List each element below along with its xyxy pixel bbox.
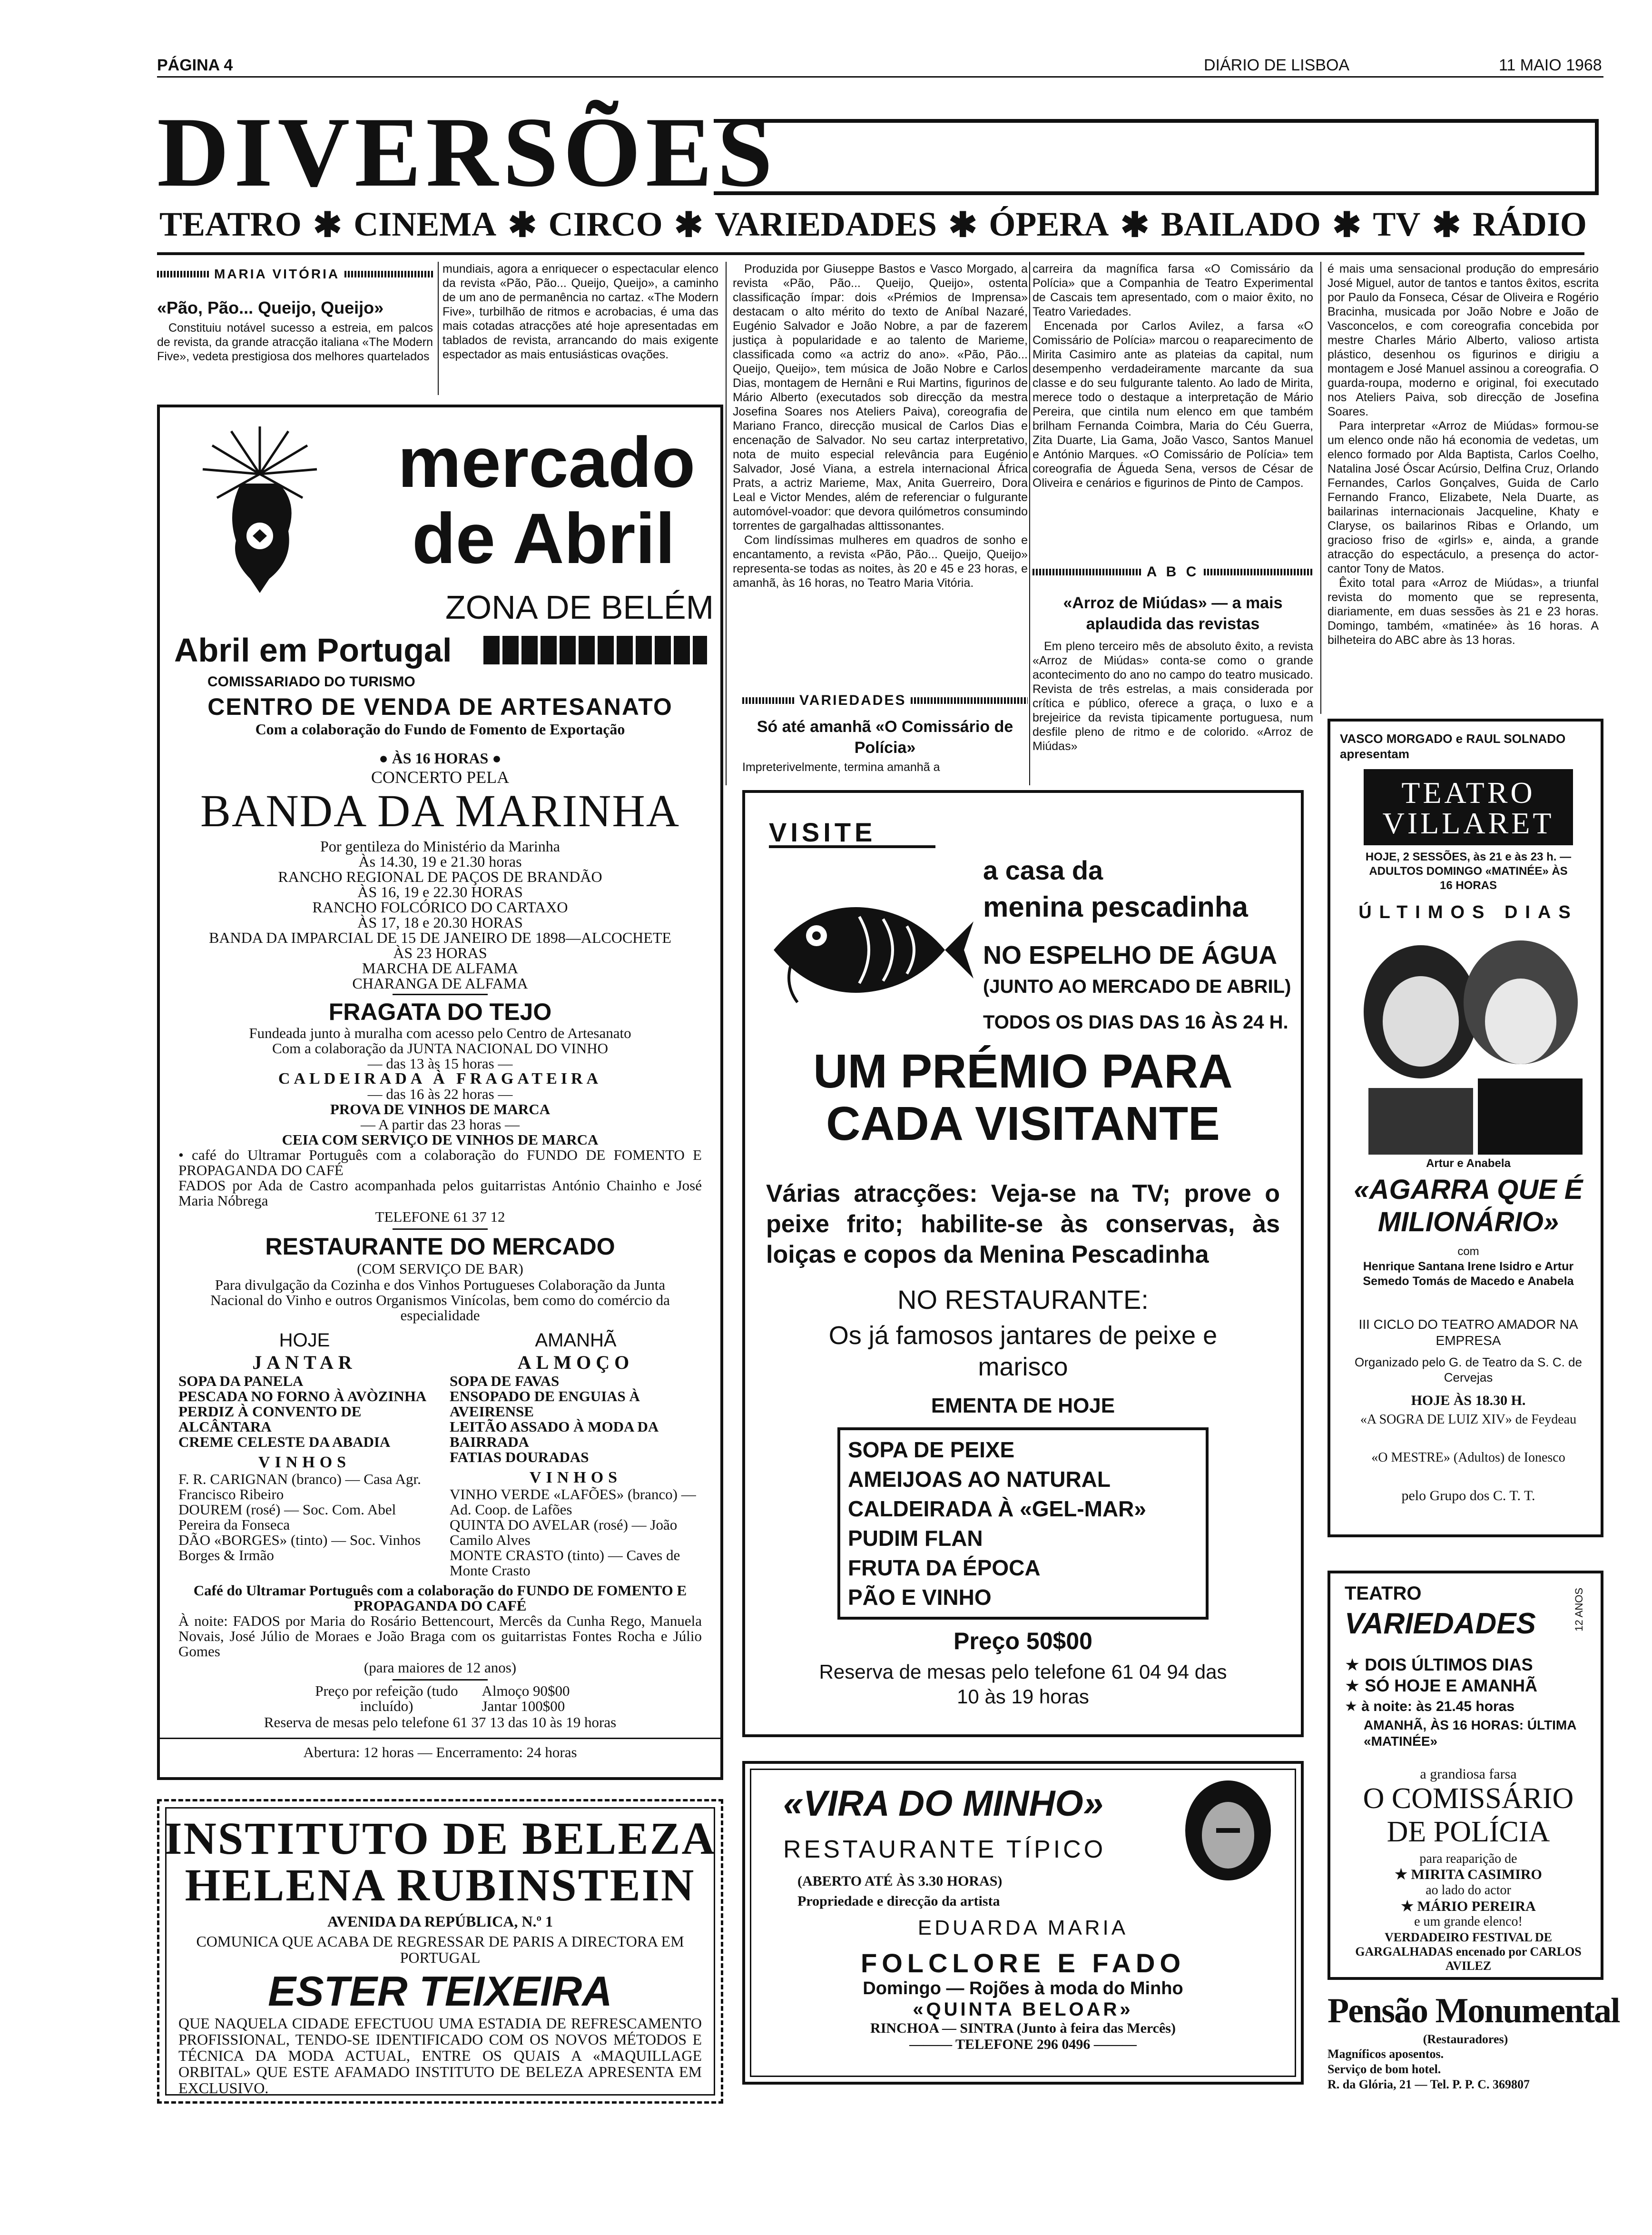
elenco: Henrique Santana Irene Isidro e Artur Semedo Tomás de Macedo e Anabela (1363, 1260, 1574, 1288)
ciclo: III CICLO DO TEATRO AMADOR NA EMPRESA (1358, 1317, 1578, 1348)
ad-body (745, 1916, 1301, 2053)
menu-box (837, 1427, 1209, 1620)
reaparicao: para reaparição de (1419, 1851, 1517, 1866)
headline: «Pão, Pão... Queijo, Queijo» (157, 298, 384, 317)
programa-item: BANDA DA IMPARCIAL DE 15 DE JANEIRO DE 1898—ALCOCHETE (209, 929, 671, 946)
kicker: MARIA VITÓRIA (214, 267, 340, 281)
abertura: Abertura: 12 horas — Encerramento: 24 horas (303, 1744, 577, 1760)
artist-photo-icon (1173, 1778, 1283, 1883)
divider (393, 1228, 488, 1230)
domingo: Domingo — Rojões à moda do Minho (863, 1978, 1183, 1998)
column-rule (438, 262, 439, 395)
titulo-peca: «AGARRA QUE É MILIONÁRIO» (1354, 1174, 1583, 1237)
variedades-item: AMANHÃ, ÀS 16 HORAS: ÚLTIMA «MATINÉE» (1364, 1718, 1576, 1749)
article-variedades (742, 692, 1028, 774)
telefone-text: TELEFONE 296 0496 (955, 2037, 1091, 2052)
reserva: Reserva de mesas pelo telefone 61 04 94 das 10 às 19 horas (819, 1661, 1227, 1708)
body-text: Constituiu notável sucesso a estreia, em palcos de revista, da grande atracção italiana «The Modern Five», vedeta prestigiosa dos melhores quartelados (157, 321, 433, 363)
wine: F. R. CARIGNAN (branco) — Casa Agr. Francisco Ribeiro (178, 1471, 421, 1503)
cafe-ultramar: • café do Ultramar Português com a colaboração do FUNDO DE FOMENTO E PROPAGANDA DO CAFÉ (178, 1147, 702, 1178)
local: RINCHOA — SINTRA (Junto à feira das Mercês) (870, 2020, 1176, 2036)
bullet: ✱ (948, 206, 977, 244)
kicker-rule (911, 697, 1028, 704)
sogra: «A SOGRA DE LUIZ XIV» de Feydeau (1360, 1412, 1577, 1427)
horario: TODOS OS DIAS DAS 16 ÀS 24 H. (983, 1012, 1288, 1033)
ester-teixeira: ESTER TEIXEIRA (268, 1968, 612, 2015)
menu-hoje (178, 1330, 431, 1578)
dish: SOPA DA PANELA (178, 1373, 304, 1389)
menu-item: CALDEIRADA À «GEL-MAR» (848, 1496, 1146, 1521)
no-restaurante: NO RESTAURANTE: (897, 1285, 1149, 1315)
casa-da: a casa da (983, 855, 1103, 885)
header-rule (157, 76, 1603, 78)
mestre: «O MESTRE» (Adultos) de Ionesco (1371, 1450, 1565, 1465)
programa-item: ÀS 16, 19 e 22.30 HORAS (357, 883, 523, 900)
telefone: TELEFONE 61 37 12 (375, 1208, 505, 1225)
pensao-l3: R. da Glória, 21 — Tel. P. P. C. 369807 (1328, 2077, 1530, 2091)
vira-titulo: «VIRA DO MINHO» (783, 1783, 1103, 1824)
column-rule (1029, 262, 1030, 785)
pensao-l2: Serviço de bom hotel. (1328, 2062, 1441, 2076)
programa-item: ÀS 23 HORAS (393, 944, 487, 961)
programa-item: RANCHO FOLCÓRICO DO CARTAXO (312, 899, 568, 916)
menus (178, 1330, 702, 1578)
concerto: CONCERTO PELA (371, 768, 510, 787)
wine-list (450, 1487, 702, 1578)
dish: PERDIZ À CONVENTO DE ALCÂNTARA (178, 1403, 362, 1435)
farsa: a grandiosa farsa (1420, 1766, 1517, 1782)
menu-amanha (450, 1330, 702, 1578)
pensao-sub: (Restauradores) (1423, 2032, 1508, 2046)
preco-valores (482, 1683, 570, 1714)
menu-list (848, 1435, 1198, 1612)
mario-nome: MÁRIO PEREIRA (1417, 1899, 1536, 1914)
wine-list (178, 1472, 431, 1563)
kicker-rule (344, 271, 433, 277)
autor: Artur e Anabela (1426, 1157, 1511, 1170)
section-tv: TV (1373, 205, 1421, 243)
menu-day: HOJE (279, 1330, 330, 1351)
programa-item: Às 14.30, 19 e 21.30 horas (358, 853, 522, 870)
headline: «Arroz de Miúdas» — a mais aplaudida das revistas (1063, 594, 1283, 633)
wine: DÃO «BORGES» (tinto) — Soc. Vinhos Borges & Irmão (178, 1532, 421, 1563)
hora-concerto: ● ÀS 16 HORAS ● (379, 750, 502, 767)
ad-vira-do-minho (742, 1761, 1304, 2085)
rooster-logo-icon (188, 417, 331, 598)
fragata-item: — das 16 às 22 horas — (367, 1086, 513, 1102)
ad-mercado-de-abril (157, 405, 723, 1780)
variedades-text: SÓ HOJE E AMANHÃ (1365, 1676, 1537, 1695)
dish-list (178, 1374, 431, 1450)
visite-underline (769, 845, 935, 848)
dish: CREME CELESTE DA ABADIA (178, 1434, 391, 1450)
ementa: EMENTA DE HOJE (931, 1394, 1115, 1417)
preco-label: Preço por refeição (tudo incluído) (315, 1682, 458, 1714)
sessoes: HOJE, 2 SESSÕES, às 21 e às 23 h. — ADULTOS DOMINGO «MATINÉE» ÀS 16 HORAS (1365, 850, 1572, 892)
fados: FADOS por Ada de Castro acompanhada pelos guitarristas António Chainho e José Maria Nóbrega (178, 1177, 702, 1209)
logo-line1: TEATRO (1401, 776, 1535, 810)
idade: 12 ANOS (1573, 1588, 1585, 1632)
producao: VASCO MORGADO e RAUL SOLNADO apresentam (1340, 732, 1566, 761)
article-maria-vitoria-col2: mundiais, agora a enriquecer o espectacular elenco da revista «Pão, Pão... Queijo, Queijo», a caminho de um ano de permanência no cartaz. «The Modern Five», turbilhão de ritmos e acrobacias, é uma das mais cotadas atracções até hoje apresentadas em tablados de revista, arrancando do mais exigente espectador as mais entusiásticas ovações. (442, 262, 718, 361)
fragata-item: Fundeada junto à muralha com acesso pelo Centro de Artesanato (249, 1025, 631, 1041)
visite: VISITE (769, 817, 876, 847)
variedades-item: ★ à noite: às 21.45 horas (1345, 1699, 1515, 1714)
bullet: ✱ (508, 206, 537, 244)
kicker-rule (1204, 569, 1313, 575)
dish: FATIAS DOURADAS (450, 1449, 589, 1465)
masthead-rule (157, 252, 1584, 255)
dish-list (450, 1374, 702, 1465)
ad-title-mercado: mercado (398, 422, 696, 502)
fragata-item: Com a colaboração da JUNTA NACIONAL DO VINHO (272, 1040, 609, 1057)
fragata-item: CALDEIRADA À FRAGATEIRA (278, 1070, 602, 1088)
variedades-item: ★ SÓ HOJE E AMANHÃ (1345, 1676, 1537, 1695)
bullet: ✱ (1432, 206, 1461, 244)
programa-item: Por gentileza do Ministério da Marinha (320, 838, 560, 855)
variedades-text: DOIS ÚLTIMOS DIAS (1365, 1655, 1533, 1674)
villaret-logo (1364, 769, 1573, 845)
preco-jantar: Jantar 100$00 (482, 1698, 565, 1714)
menu-meal: JANTAR (252, 1352, 357, 1373)
programa-item: CHARANGA DE ALFAMA (352, 975, 528, 992)
artista: EDUARDA MARIA (917, 1916, 1129, 1939)
helena-rubinstein: HELENA RUBINSTEIN (185, 1859, 696, 1910)
espelho-de-agua: NO ESPELHO DE ÁGUA (983, 941, 1278, 969)
dish: PESCADA NO FORNO À AVÒZINHA (178, 1388, 427, 1404)
divider (393, 994, 488, 995)
fragata-item: — A partir das 23 horas — (360, 1116, 520, 1133)
zona: ZONA DE BELÉM (445, 589, 714, 626)
bullet: ✱ (674, 206, 703, 244)
divider (393, 1679, 488, 1681)
article-abc-continued: é mais uma sensacional produção do empresário José Miguel, autor de tantos e tantos êxitos, escrita por Paulo da Fonseca, César de Oliveira e Rogério Bracinha, musicada por João Nobre e João de Vasconcelos, e com coreografia concebida por mestre Charles Mário Alberto, valioso artista plástico, desenhou os figurinos e dirigiu a montagem e José Manuel assinou a coreografia. O guarda-roupa, moderno e original, foi executado nos Ateliers Paiva, sob direcção de Josefina Soares. Para interpretar «Arroz de Miúdas» formou-se um elenco onde não há economia de vedetas, um elenco formado por Alda Baptista, Carlos Coelho, Natalina José Óscar Acúrsio, Delfina Cruz, Orlando Fernandes, Carlos Gonçalves, Guida de Carlo Fernando Franco, Elizabete, Nela Duarte, as bailarinas internacionais Jacqueline, Khaty e Claryse, os bailarinos Ribas e Orlando, um gracioso friso de «girls» e, ainda, a grande atracção do espectáculo, a presença do actor-cantor Tony de Matos. Êxito total para «Arroz de Miúdas», a triunfal revista do momento que se representa, diariamente, em duas sessões às 21 e 23 horas. Domingo, também, «matinée» às 16 horas. A bilheteira do ABC abre às 13 horas. (1328, 262, 1599, 647)
issue-date: 11 MAIO 1968 (1499, 56, 1602, 74)
kicker: VARIEDADES (799, 692, 906, 708)
teatro-nome: VARIEDADES (1345, 1607, 1536, 1640)
texto: QUE NAQUELA CIDADE EFECTUOU UMA ESTADIA DE REFRESCAMENTO PROFISSIONAL, TENDO-SE IDENTIFICADO COM OS NOVOS MÉTODOS E TÉCNICA DA MODA ACTUAL, ENTRE OS QUAIS A «MAQUILLAGE ORBITAL» QUE ESTE AFAMADO INSTITUTO DE BELEZA APRESENTA EM EXCLUSIVO. (178, 2015, 702, 2097)
programa-item: MARCHA DE ALFAMA (362, 959, 519, 977)
hoje-hora: HOJE ÀS 18.30 H. (1411, 1393, 1526, 1408)
com: com (1457, 1245, 1479, 1258)
premio-line2: CADA VISITANTE (826, 1097, 1220, 1150)
section-circo: CIRCO (548, 205, 663, 243)
masthead-sections (159, 205, 1587, 245)
ad-body (164, 1813, 716, 2097)
lado: ao lado do actor (1426, 1883, 1511, 1898)
decorative-pattern (483, 636, 707, 664)
precos (310, 1683, 570, 1714)
folclore-fado: FOLCLORE E FADO (861, 1948, 1185, 1978)
pensao-l1: Magníficos aposentos. (1328, 2047, 1444, 2061)
article-maria-vitoria-col3: Produzida por Giuseppe Bastos e Vasco Morgado, a revista «Pão, Pão... Queijo, Queijo», ostenta classificação ímpar: dois «Prémios de Imprensa» destacam o alto mérito do texto de Aníbal Nazaré, Eugénio Salvador e João Nobre, a par de fazerem justiça à popularidade e ao talento de Marieme, classificada como «a actriz do ano». «Pão, Pão... Queijo, Queijo», tem música de João Nobre e Carlos Dias, montagem de Hernâni e Rui Martins, figurinos de Mário Alberto (executados sob direcção da mestra Josefina Soares nos Ateliers Paiva), coreografia de Mariano Franco, direcção musical de Carlos Dias e encenação de Salvador. No seu cartaz interpretativo, nota de muito especial relevância para Eugénio Salvador, José Viana, a estrela internacional África Prats, a actriz Marieme, Max, Anita Guerreiro, Dora Leal e Victor Mendes, além de referenciar o fulgurante automóvel-voador: que devora quilómetros consumindo torrentes de gargalhadas alttissonantes. Com lindíssimas mulheres em quadros de sonho e encantamento, a revista «Pão, Pão... Queijo, Queijo» representa-se todas as noites, às 20 e 45 e 23 horas, e amanhã, às 16 horas, no Teatro Maria Vitória. (733, 262, 1028, 590)
section-cinema: CINEMA (354, 205, 497, 243)
menu-item: FRUTA DA ÉPOCA (848, 1555, 1041, 1580)
telefone: ——— TELEFONE 296 0496 ——— (909, 2037, 1137, 2052)
mirita-nome: MIRITA CASIMIRO (1411, 1867, 1542, 1882)
ad-body (160, 693, 720, 1761)
article-maria-vitoria (157, 267, 433, 392)
pensao-nome: Pensão Monumental (1328, 1991, 1620, 2030)
centro-artesanato: CENTRO DE VENDA DE ARTESANATO (207, 693, 673, 720)
kicker-rule (742, 697, 795, 704)
section-teatro: TEATRO (159, 205, 302, 243)
programa-item: RANCHO REGIONAL DE PAÇOS DE BRANDÃO (278, 868, 602, 885)
ad-pensao-monumental (1328, 1989, 1620, 2094)
wine: DOUREM (rosé) — Soc. Com. Abel Pereira da Fonseca (178, 1501, 396, 1533)
actors-photo-icon (1340, 931, 1597, 1155)
restaurante-tipico: RESTAURANTE TÍPICO (783, 1836, 1106, 1863)
ad-teatro-villaret (1328, 719, 1603, 1537)
abril-em-portugal: Abril em Portugal (174, 632, 452, 669)
jantares: Os já famosos jantares de peixe e marisco (828, 1321, 1218, 1381)
menina-pescadinha: menina pescadinha (983, 891, 1248, 923)
column-rule (726, 262, 727, 785)
programa-list (209, 839, 671, 991)
junto-mercado: (JUNTO AO MERCADO DE ABRIL) (983, 976, 1291, 997)
ad-teatro-variedades (1328, 1571, 1603, 1980)
bullet: ✱ (1332, 206, 1361, 244)
section-opera: ÓPERA (989, 205, 1109, 243)
comunica: COMUNICA QUE ACABA DE REGRESSAR DE PARIS A DIRECTORA EM PORTUGAL (196, 1933, 684, 1966)
grande-elenco: e um grande elenco! (1414, 1914, 1523, 1929)
kicker-rule (1032, 569, 1142, 575)
menu-day: AMANHÃ (535, 1330, 617, 1351)
divulgacao: Para divulgação da Cozinha e dos Vinhos Portugueses Colaboração da Junta Nacional do Vinho e outros Organismos Vinícolas, bem como do comércio da especialidade (210, 1276, 670, 1324)
restaurante-do-mercado: RESTAURANTE DO MERCADO (265, 1233, 615, 1260)
section-bailado: BAILADO (1160, 205, 1321, 243)
menu-item: AMEIJOAS AO NATURAL (848, 1467, 1111, 1492)
cafe-ultramar-2: Café do Ultramar Português com a colaboração do FUNDO DE FOMENTO E PROPAGANDA DO CAFÉ (193, 1582, 687, 1614)
festival: VERDADEIRO FESTIVAL DE GARGALHADAS encenado por CARLOS AVILEZ (1355, 1930, 1582, 1973)
grupo: pelo Grupo dos C. T. T. (1401, 1488, 1535, 1503)
fados-noite: À noite: FADOS por Maria do Rosário Bettencourt, Mercês da Cunha Rego, Manuela Novais, José Júlio de Moraes e João Braga com os guitarristas Fontes Rocha e Júlio Gomes (178, 1612, 702, 1660)
premio-line1: UM PRÉMIO PARA (813, 1045, 1233, 1098)
wine: VINHO VERDE «LAFÕES» (branco) — Ad. Coop. de Lafões (450, 1486, 696, 1518)
morada: AVENIDA DA REPÚBLICA, N.º 1 (327, 1913, 553, 1930)
page-number: PÁGINA 4 (157, 56, 233, 74)
body-text: Em pleno terceiro mês de absoluto êxito, a revista «Arroz de Miúdas» conta-se como o grande acontecimento do ano no campo do teatro musicado. Revista de três estrelas, a mais considerada por crítica e público, oferece a graça, o luxo e a brejeirice da revista tipicamente portuguesa, num desfile pleno de ritmo e de colorido. «Arroz de Miúdas» (1032, 640, 1313, 753)
bullet: ✱ (1120, 206, 1150, 244)
fragata-item: — das 13 às 15 horas — (367, 1055, 513, 1072)
wine: MONTE CRASTO (tinto) — Caves de Monte Crasto (450, 1547, 680, 1579)
instituto: INSTITUTO DE BELEZA (164, 1813, 716, 1864)
masthead-frame (714, 119, 1599, 195)
fragata-item: CEIA COM SERVIÇO DE VINHOS DE MARCA (282, 1131, 599, 1148)
article-comissario: carreira da magnífica farsa «O Comissário da Polícia» que a Companhia de Teatro Experimental de Cascais tem apresentado, com o maior êxito, no Teatro Variedades. Encenada por Carlos Avilez, a farsa «O Comissário de Polícia» marcou o reaparecimento de Mirita Casimiro ante as plateias da capital, num desempenho verdadeiramente marcante da sua classe e do seu fulgurante talento. Ao lado de Mirita, merece todo o destaque a interpretação de Mário Pereira, que cintila num elenco em que também brilham Fernanda Coimbra, Maria do Céu Guerra, Zita Duarte, Lia Gama, João Vasco, Santos Manuel e António Marques. «O Comissário de Polícia» tem coreografia de Águeda Sena, versos de César de Oliveira e cenários e figurinos de Pinto de Campos. (1032, 262, 1313, 490)
fragata-do-tejo: FRAGATA DO TEJO (328, 999, 552, 1025)
mirita: ★ MIRITA CASIMIRO (1395, 1867, 1542, 1882)
variedades-text: à noite: às 21.45 horas (1361, 1699, 1515, 1714)
colaboracao: Com a colaboração do Fundo de Fomento de Exportação (255, 721, 625, 738)
ultimos-dias: ÚLTIMOS DIAS (1358, 902, 1578, 922)
menu-item: PÃO E VINHO (848, 1585, 992, 1610)
dish: ENSOPADO DE ENGUIAS À AVEIRENSE (450, 1388, 640, 1420)
column-rule (1320, 262, 1321, 714)
menu-meal: ALMOÇO (517, 1352, 634, 1373)
fragata-item: PROVA DE VINHOS DE MARCA (330, 1101, 551, 1118)
titulo-line1: O COMISSÁRIO (1363, 1782, 1574, 1815)
titulo-line2: DE POLÍCIA (1386, 1816, 1550, 1848)
section-variedades: VARIEDADES (715, 205, 937, 243)
wines-heading: VINHOS (529, 1469, 622, 1486)
kicker-rule (157, 271, 209, 277)
quinta: «QUINTA BELOAR» (913, 1999, 1133, 2020)
ad-helena-rubinstein (157, 1799, 723, 2104)
wine: QUINTA DO AVELAR (rosé) — João Camilo Alves (450, 1516, 678, 1548)
menu-item: SOPA DE PEIXE (848, 1437, 1015, 1462)
bullet: ✱ (313, 206, 342, 244)
fish-icon (764, 879, 974, 1021)
newspaper-name: DIÁRIO DE LISBOA (1204, 56, 1350, 74)
ad-menina-pescadinha (742, 790, 1304, 1737)
divider (160, 1738, 720, 1739)
variedades-item: ★ DOIS ÚLTIMOS DIAS (1345, 1655, 1533, 1674)
section-radio: RÁDIO (1472, 205, 1587, 243)
comissariado: COMISSARIADO DO TURISMO (207, 674, 415, 690)
logo-line2: VILLARET (1382, 806, 1554, 840)
preco: Preço 50$00 (954, 1628, 1092, 1654)
organizado: Organizado pelo G. de Teatro da S. C. de Cervejas (1355, 1355, 1582, 1385)
ad-body (745, 1045, 1301, 1709)
mario: ★ MÁRIO PEREIRA (1401, 1899, 1536, 1914)
reserva: Reserva de mesas pelo telefone 61 37 13 das 10 às 19 horas (264, 1714, 617, 1731)
wines-heading: VINHOS (258, 1454, 351, 1471)
dish: LEITÃO ASSADO À MODA DA BAIRRADA (450, 1418, 658, 1450)
body-text: Impreterivelmente, termina amanhã a (742, 761, 940, 774)
ad-title-abril: de Abril (412, 498, 675, 578)
dish: SOPA DE FAVAS (450, 1373, 560, 1389)
propriedade: Propriedade e direcção da artista (797, 1893, 1000, 1909)
servico-bar: (COM SERVIÇO DE BAR) (357, 1260, 523, 1277)
masthead-title: DIVERSÕES (157, 97, 777, 208)
banda-da-marinha: BANDA DA MARINHA (200, 785, 680, 836)
hora: ÀS 16 HORAS (392, 750, 489, 767)
menu-item: PUDIM FLAN (848, 1526, 983, 1551)
programa-item: ÀS 17, 18 e 20.30 HORAS (357, 914, 523, 931)
headline: Só até amanhã «O Comissário de Polícia» (757, 718, 1013, 757)
article-abc (1032, 564, 1313, 768)
preco-almoco: Almoço 90$00 (482, 1682, 570, 1699)
atraccoes: Várias atracções: Veja-se na TV; prove o peixe frito; habilite-se às conservas, às loiças e copos da Menina Pescadinha (766, 1180, 1280, 1268)
fragata-list (249, 1026, 631, 1147)
maiores: (para maiores de 12 anos) (364, 1659, 517, 1676)
variedades-list (1345, 1654, 1592, 1750)
teatro-label: TEATRO (1345, 1583, 1422, 1604)
aberto: (ABERTO ATÉ ÀS 3.30 HORAS) (797, 1873, 1003, 1889)
kicker: A B C (1146, 564, 1200, 580)
